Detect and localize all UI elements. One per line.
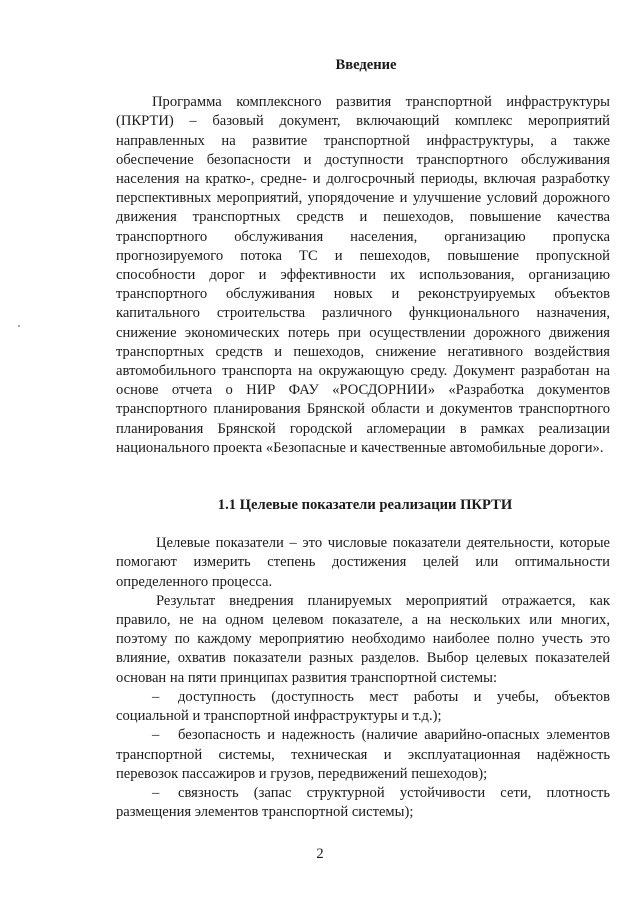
list-item-text: доступность (доступность мест работы и учебы, объектов социальной и транспортной инфраструктуры и т.д.);: [116, 688, 610, 725]
intro-heading: Введение: [335, 57, 397, 73]
list-item: [116, 726, 610, 784]
section-paragraph-1: Целевые показатели – это числовые показатели деятельности, которые помогают измерить степень достижения целей или оптимальности определенного процесса.: [116, 535, 610, 590]
list-item: [116, 784, 610, 822]
list-item: [116, 688, 610, 726]
page-content: [116, 56, 610, 822]
list-item-text: безопасность и надежность (наличие аварийно-опасных элементов транспортной системы, техническая и эксплуатационная надёжность перевозок пассажиров и грузов, передвижений пешеходов);: [116, 727, 610, 782]
section-heading: 1.1 Целевые показатели реализации ПКРТИ: [217, 497, 513, 514]
intro-paragraph: Программа комплексного развития транспортной инфраструктуры (ПКРТИ) – базовый документ, включающий комплекс мероприятий направленных на развитие транспортной инфраструктуры, а также обеспечение безопасности и доступности транспортного обслуживания населения на кратко-, средне- и долгосрочный периоды, включая разработку перспективных мероприятий, упорядочение и улучшение условий дорожного движения транспортных средств и пешеходов, повышение качества транспортного обслуживания населения, организацию пропуска прогнозируемого потока ТС и пешеходов, повышение пропускной способности дорог и эффективности их использования, организацию транспортного обслуживания новых и реконструируемых объектов капитального строительства различного функционального назначения, снижение экономических потерь при осуществлении дорожного движения транспортных средств и пешеходов, снижение негативного воздействия автомобильного транспорта на окружающую среду. Документ разработан на основе отчета о НИР ФАУ «РОСДОРНИИ» «Разработка документов транспортного планирования Брянской области и документов транспортного планирования Брянской городской агломерации в рамках реализации национального проекта «Безопасные и качественные автомобильные дороги».: [116, 94, 610, 456]
list-item-text: связность (запас структурной устойчивости сети, плотность размещения элементов транспортной системы);: [116, 784, 610, 821]
page-number: 2: [316, 846, 324, 862]
list-dash: –: [152, 727, 160, 744]
list-dash: –: [152, 688, 160, 705]
scan-speck: [18, 325, 20, 327]
section-paragraph-2: Результат внедрения планируемых мероприятий отражается, как правило, не на одном целевом показателе, а на нескольких или многих, поэтому по каждому мероприятию необходимо наиболее полно учесть это влияние, охватив показатели разных разделов. Выбор целевых показателей основан на пяти принципах развития транспортной системы:: [116, 592, 610, 686]
list-dash: –: [152, 784, 160, 801]
